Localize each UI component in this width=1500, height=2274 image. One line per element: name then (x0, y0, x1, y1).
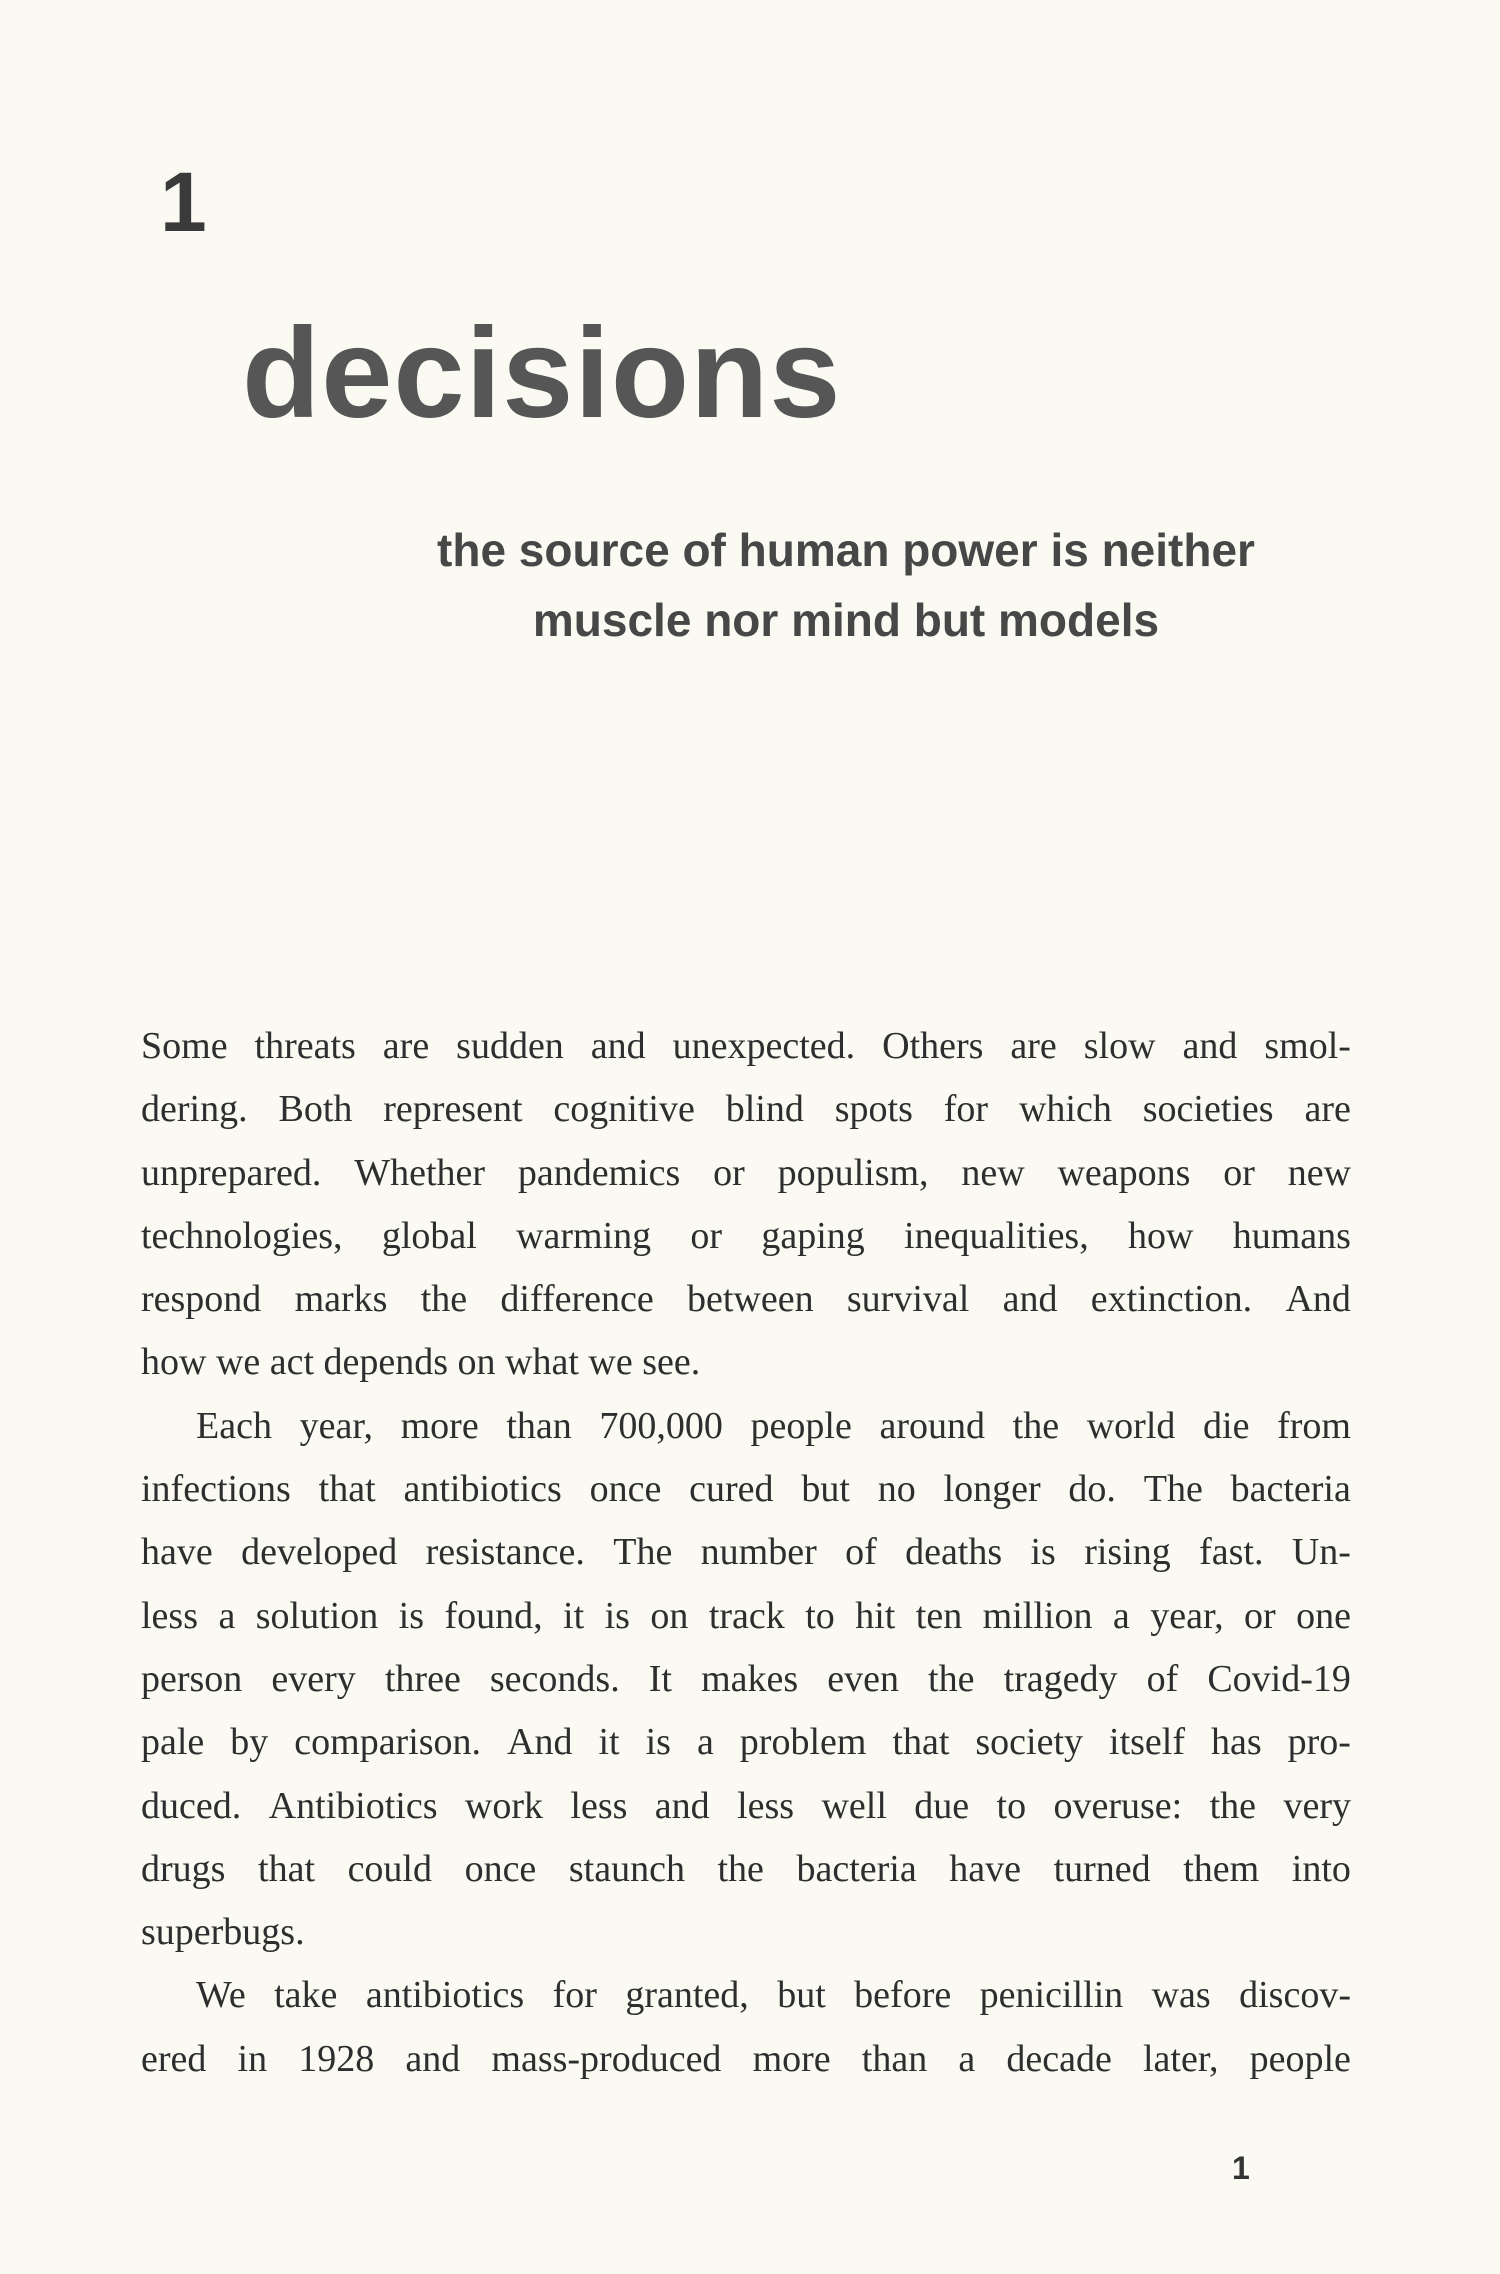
text-line: dering. Both represent cognitive blind spots for which societies are (141, 1088, 1351, 1131)
text-line: duced. Antibiotics work less and less well due to overuse: the very (141, 1784, 1351, 1827)
epigraph-line: the source of human power is neither (437, 524, 1255, 576)
text-line: respond marks the difference between survival and extinction. And (141, 1278, 1351, 1321)
body-text (141, 1015, 1351, 2091)
text-line: have developed resistance. The number of deaths is rising fast. Un- (141, 1531, 1351, 1574)
text-line: unprepared. Whether pandemics or populism, new weapons or new (141, 1151, 1351, 1194)
text-line: superbugs. (141, 1911, 305, 1954)
text-line: how we act depends on what we see. (141, 1341, 701, 1384)
text-line: We take antibiotics for granted, but before penicillin was discov- (196, 1974, 1351, 2017)
text-line: infections that antibiotics once cured but no longer do. The bacteria (141, 1468, 1351, 1511)
chapter-epigraph (346, 515, 1346, 655)
text-line: drugs that could once staunch the bacteria have turned them into (141, 1847, 1351, 1890)
text-line: ered in 1928 and mass-produced more than a decade later, people (141, 2037, 1351, 2080)
text-line: person every three seconds. It makes even the tragedy of Covid-19 (141, 1657, 1351, 1700)
text-line: Each year, more than 700,000 people around the world die from (196, 1404, 1351, 1447)
text-line: less a solution is found, it is on track to hit ten million a year, or one (141, 1594, 1351, 1637)
epigraph-line: muscle nor mind but models (532, 594, 1160, 646)
chapter-number: 1 (160, 155, 207, 249)
chapter-title: decisions (242, 302, 842, 445)
text-line: technologies, global warming or gaping inequalities, how humans (141, 1214, 1351, 1257)
page-number: 1 (1232, 2150, 1250, 2186)
text-line: pale by comparison. And it is a problem that society itself has pro- (141, 1721, 1351, 1764)
text-line: Some threats are sudden and unexpected. Others are slow and smol- (141, 1025, 1351, 1067)
